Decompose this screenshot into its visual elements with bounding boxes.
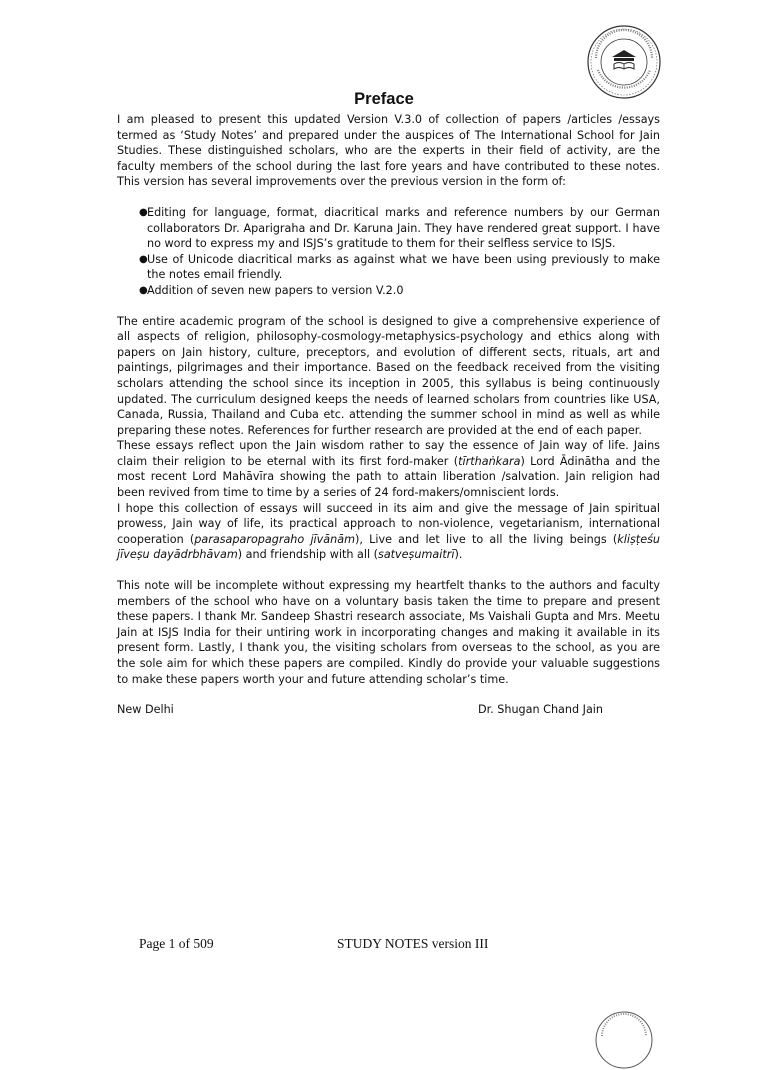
signature-name: Dr. Shugan Chand Jain bbox=[477, 703, 603, 717]
signature-line bbox=[117, 702, 660, 718]
school-seal-icon bbox=[586, 24, 662, 100]
bullet-icon: ● bbox=[139, 253, 148, 265]
school-seal-bottom-icon bbox=[594, 1010, 654, 1070]
thanks-paragraph: This note will be incomplete without expressing my heartfelt thanks to the authors and faculty members of the school who have on a voluntary basis taken the time to prepare and present these papers. I thank Mr. Sandeep Shastri research associate, Ms Vaishali Gupta and Mrs. Meetu Jain at ISJS India for their untiring work in incorporating changes and making it available in its present form. Lastly, I thank you, the visiting scholars from overseas to the school, as you are the sole aim for which these papers are compiled. Kindly do provide your valuable suggestions to make these papers worth your and future attending scholar’s time. bbox=[117, 579, 660, 686]
preface-body bbox=[117, 112, 660, 718]
essays-paragraph: These essays reflect upon the Jain wisdom rather to say the essence of Jain way of life. Jains claim their religion to be eternal with its first ford-maker (tīrthaṅkara) Lord Ādinātha and the most recent Lord Mahāvīra showing the path to attain liberation /salvation. Jain religion had been revived from time to time by a series of 24 ford-makers/omniscient lords. bbox=[117, 439, 660, 500]
list-item: ● Use of Unicode diacritical marks as against what we have been using previously to make the notes email friendly. bbox=[139, 252, 660, 282]
program-paragraph: The entire academic program of the school is designed to give a comprehensive experience of all aspects of religion, philosophy-cosmology-metaphysics-psychology and ethics along with papers on Jain history, culture, preceptors, and evolution of different sects, rituals, art and paintings, pilgrimages and their importance. Based on the feedback received from the visiting scholars attending the school since its inception in 2005, this syllabus is being continuously updated. The curriculum designed keeps the needs of learned scholars from countries like USA, Canada, Russia, Thailand and Cuba etc. attending the summer school in mind as well as while preparing these notes. References for further research are provided at the end of each paper. bbox=[117, 314, 660, 437]
document-title-footer: STUDY NOTES version III bbox=[337, 936, 489, 951]
list-item: ● Editing for language, format, diacritical marks and reference numbers by our German collaborators Dr. Aparigraha and Dr. Karuna Jain. They have rendered great support. I have no word to express my and ISJS’s gratitude to them for their selfless service to ISJS. bbox=[139, 205, 660, 251]
page-title: Preface bbox=[354, 90, 414, 108]
list-item: ● Addition of seven new papers to version V.2.0 bbox=[139, 283, 404, 297]
intro-paragraph: I am pleased to present this updated Version V.3.0 of collection of papers /articles /essays termed as ‘Study Notes’ and prepared under the auspices of The International School for Jain Studies. These distinguished scholars, who are the experts in their field of activity, are the faculty members of the school during the last fore years and have contributed to these notes. This version has several improvements over the previous version in the form of: bbox=[117, 113, 660, 189]
signature-place: New Delhi bbox=[117, 703, 174, 717]
improvements-list bbox=[117, 205, 660, 299]
hope-paragraph: I hope this collection of essays will succeed in its aim and give the message of Jain spiritual prowess, Jain way of life, its practical approach to non-violence, vegetarianism, international cooperation (parasaparopagraho jīvānām), Live and let live to all the living beings (kliṣṭeśu jīveṣu dayādrbhāvam) and friendship with all (satveṣumaitrī). bbox=[117, 501, 660, 562]
bullet-icon: ● bbox=[139, 206, 148, 218]
bullet-icon: ● bbox=[139, 284, 148, 296]
page-number: Page 1 of 509 bbox=[139, 936, 214, 951]
